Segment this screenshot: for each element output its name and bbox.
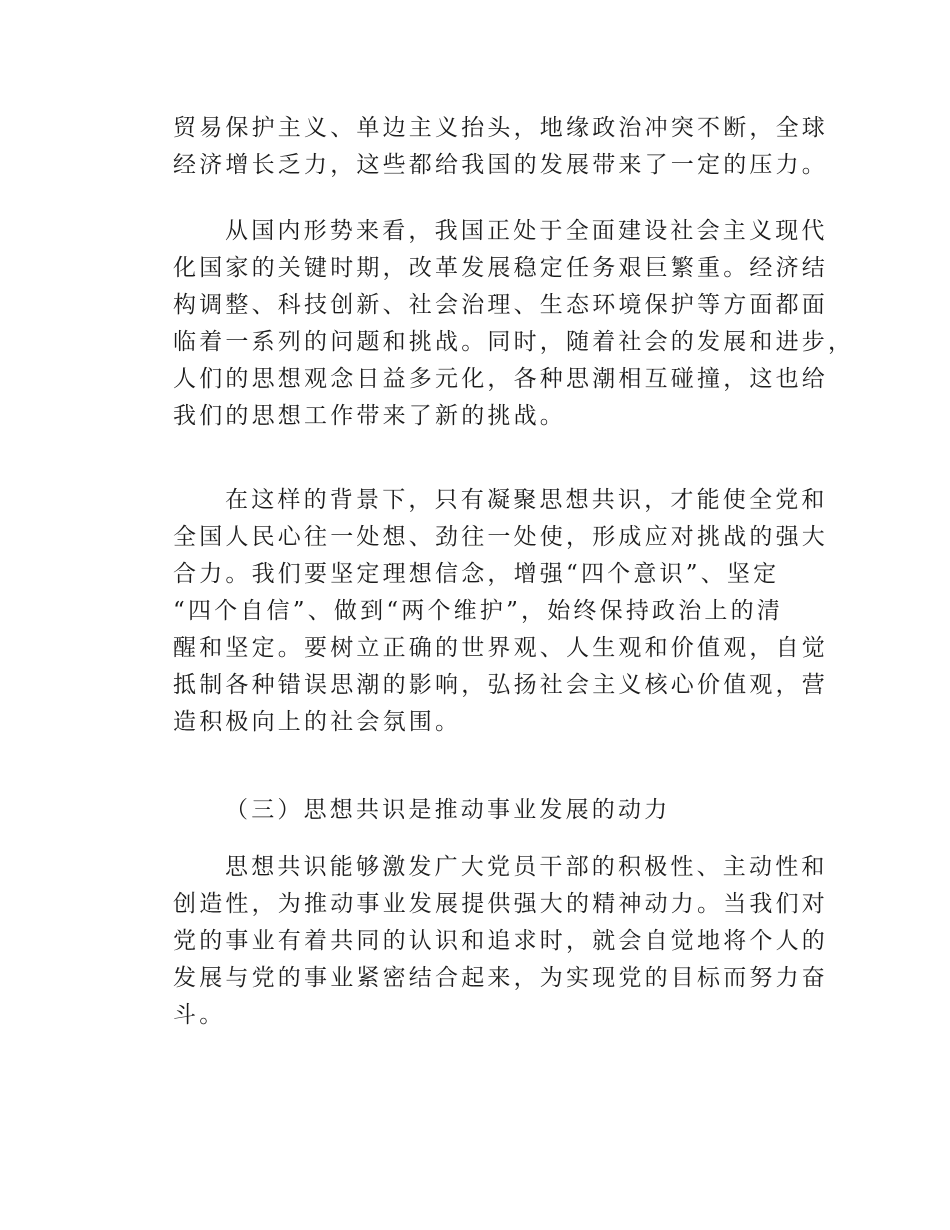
paragraph-line: 造积极向上的社会氛围。 — [173, 709, 462, 735]
paragraph-2 — [173, 213, 855, 435]
paragraph-line: 临着一系列的问题和挑战。同时，随着社会的发展和进步， — [173, 329, 855, 355]
paragraph-line: 经济增长乏力，这些都给我国的发展带来了一定的压力。 — [173, 152, 828, 178]
paragraph-line: 在这样的背景下，只有凝聚思想共识，才能使全党和 — [225, 487, 828, 513]
paragraph-line: 构调整、科技创新、社会治理、生态环境保护等方面都面 — [173, 292, 828, 318]
paragraph-4 — [173, 849, 828, 1034]
paragraph-line: 我们的思想工作带来了新的挑战。 — [173, 403, 566, 429]
paragraph-line: 全国人民心往一处想、劲往一处使，形成应对挑战的强大 — [173, 524, 828, 550]
paragraph-line: 发展与党的事业紧密结合起来，为实现党的目标而努力奋 — [173, 965, 828, 991]
paragraph-line: 创造性，为推动事业发展提供强大的精神动力。当我们对 — [173, 891, 828, 917]
section-heading-text: （三）思想共识是推动事业发展的动力 — [225, 797, 671, 823]
paragraph-3 — [173, 482, 828, 741]
paragraph-line: 贸易保护主义、单边主义抬头，地缘政治冲突不断，全球 — [173, 115, 828, 141]
paragraph-line: 党的事业有着共同的认识和追求时，就会自觉地将个人的 — [173, 928, 828, 954]
paragraph-line: 人们的思想观念日益多元化，各种思潮相互碰撞，这也给 — [173, 366, 828, 392]
paragraph-line: 醒和坚定。要树立正确的世界观、人生观和价值观，自觉 — [173, 635, 828, 661]
paragraph-line: 斗。 — [173, 1002, 226, 1028]
paragraph-line: 合力。我们要坚定理想信念，增强“四个意识”、坚定 — [173, 561, 780, 587]
paragraph-line: 抵制各种错误思潮的影响，弘扬社会主义核心价值观，营 — [173, 672, 828, 698]
section-heading — [173, 792, 813, 829]
paragraph-line: 从国内形势来看，我国正处于全面建设社会主义现代 — [225, 218, 828, 244]
paragraph-1 — [173, 110, 828, 184]
paragraph-line: 化国家的关键时期，改革发展稳定任务艰巨繁重。经济结 — [173, 255, 828, 281]
paragraph-line: “四个自信”、做到“两个维护”，始终保持政治上的清 — [173, 598, 784, 624]
paragraph-line: 思想共识能够激发广大党员干部的积极性、主动性和 — [225, 854, 828, 880]
